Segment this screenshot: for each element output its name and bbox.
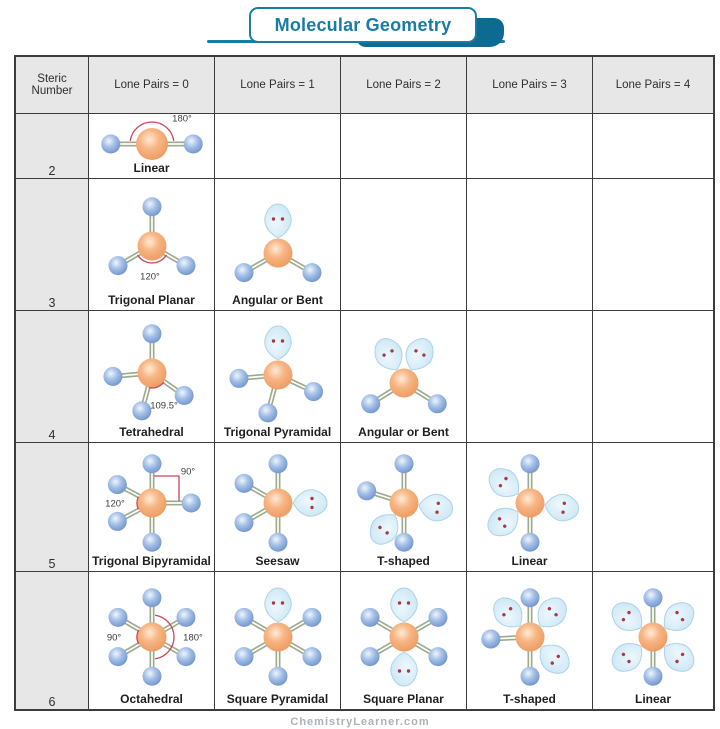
terminal-atom: [107, 511, 126, 530]
steric-number-cell: 5: [15, 442, 89, 571]
central-atom: [263, 238, 292, 267]
molecule-diagram: [218, 320, 338, 426]
header-steric-number: Steric Number: [15, 56, 89, 113]
terminal-atom: [268, 454, 287, 473]
central-atom: [639, 623, 668, 652]
geometry-cell: [467, 571, 593, 710]
geometry-label: Linear: [511, 553, 548, 568]
terminal-atom: [142, 588, 161, 607]
table-row: [15, 178, 714, 310]
lone-pair: [264, 204, 291, 238]
terminal-atom: [142, 667, 161, 686]
terminal-atom: [142, 532, 161, 551]
table-row: [15, 113, 714, 178]
molecule-diagram: [92, 581, 212, 693]
empty-cell: [593, 310, 715, 442]
terminal-atom: [229, 368, 248, 387]
terminal-atom: [302, 647, 321, 666]
geometry-label: T-shaped: [503, 692, 556, 706]
lone-pair: [543, 491, 580, 522]
central-atom: [263, 623, 292, 652]
geometry-table-body: [15, 113, 714, 710]
molecule-diagram: [218, 451, 338, 555]
empty-cell: [341, 178, 467, 310]
central-atom: [389, 623, 418, 652]
table-header: [15, 56, 714, 113]
angle-label: 90°: [106, 632, 121, 644]
terminal-atom: [394, 454, 413, 473]
geometry-label: Tetrahedral: [119, 424, 184, 439]
geometry-cell: [341, 571, 467, 710]
angle-label: 180°: [171, 113, 192, 125]
molecule-diagram: [218, 581, 338, 693]
terminal-atom: [103, 366, 122, 385]
terminal-atom: [520, 667, 539, 686]
central-atom: [137, 231, 166, 260]
geometry-cell: [215, 571, 341, 710]
lone-pair: [264, 326, 291, 360]
central-atom: [263, 360, 292, 389]
central-atom: [136, 128, 168, 160]
geometry-label: Angular or Bent: [232, 292, 323, 307]
geometry-cell: [89, 571, 215, 710]
terminal-atom: [108, 647, 127, 666]
steric-number-cell: 4: [15, 310, 89, 442]
geometry-cell: [89, 178, 215, 310]
terminal-atom: [357, 481, 376, 500]
molecule-diagram: [344, 581, 464, 693]
terminal-atom: [360, 647, 379, 666]
geometry-cell: [89, 113, 215, 178]
empty-cell: [593, 178, 715, 310]
central-atom: [137, 623, 166, 652]
geometry-cell: [467, 442, 593, 571]
central-atom: [137, 488, 166, 517]
terminal-atom: [304, 382, 323, 401]
molecule-diagram: [470, 451, 590, 555]
molecule-diagram: [344, 451, 464, 555]
terminal-atom: [268, 667, 287, 686]
geometry-label: Linear: [634, 692, 671, 706]
terminal-atom: [176, 647, 195, 666]
central-atom: [515, 488, 544, 517]
geometry-cell: [89, 310, 215, 442]
geometry-cell: [341, 310, 467, 442]
molecule-diagram: [218, 188, 338, 294]
header-lone-pairs-2: Lone Pairs = 2: [341, 56, 467, 113]
empty-cell: [593, 442, 715, 571]
empty-cell: [467, 113, 593, 178]
terminal-atom: [520, 454, 539, 473]
molecule-diagram: [593, 581, 713, 693]
terminal-atom: [176, 608, 195, 627]
terminal-atom: [108, 256, 127, 275]
angle-label: 120°: [104, 498, 125, 510]
header-lone-pairs-1: Lone Pairs = 1: [215, 56, 341, 113]
page-title: Molecular Geometry: [274, 14, 452, 35]
terminal-atom: [176, 256, 195, 275]
geometry-cell: [215, 310, 341, 442]
table-row: [15, 571, 714, 710]
terminal-atom: [101, 134, 120, 153]
empty-cell: [467, 178, 593, 310]
steric-number-cell: 6: [15, 571, 89, 710]
terminal-atom: [142, 454, 161, 473]
terminal-atom: [181, 493, 200, 512]
terminal-atom: [360, 608, 379, 627]
geometry-label: Square Pyramidal: [226, 692, 329, 706]
central-atom: [515, 623, 544, 652]
header-row: [15, 56, 714, 113]
terminal-atom: [183, 134, 202, 153]
terminal-atom: [644, 588, 663, 607]
geometry-label: Linear: [133, 160, 170, 175]
terminal-atom: [234, 608, 253, 627]
geometry-label: Seesaw: [255, 553, 300, 568]
central-atom: [137, 358, 166, 387]
central-atom: [389, 488, 418, 517]
lone-pair: [390, 652, 417, 686]
table-row: [15, 310, 714, 442]
central-atom: [263, 488, 292, 517]
empty-cell: [215, 113, 341, 178]
molecular-geometry-table: [14, 55, 715, 711]
terminal-atom: [427, 394, 446, 413]
terminal-atom: [481, 630, 500, 649]
header-lone-pairs-0: Lone Pairs = 0: [89, 56, 215, 113]
lone-pair: [264, 588, 291, 622]
lone-pair: [417, 491, 454, 522]
geometry-label: T-shaped: [377, 553, 430, 568]
molecule-diagram: [92, 188, 212, 294]
empty-cell: [593, 113, 715, 178]
geometry-label: Trigonal Bipyramidal: [92, 553, 211, 568]
molecule-diagram: [92, 114, 212, 162]
terminal-atom: [268, 532, 287, 551]
empty-cell: [341, 113, 467, 178]
table-row: [15, 442, 714, 571]
angle-label: 109.5°: [149, 400, 178, 412]
angle-label: 120°: [139, 271, 160, 283]
steric-number-cell: 2: [15, 113, 89, 178]
footer-text: ChemistryLearner.com: [290, 716, 430, 728]
angle-label: 90°: [180, 466, 195, 478]
empty-cell: [467, 310, 593, 442]
header-lone-pairs-4: Lone Pairs = 4: [593, 56, 715, 113]
terminal-atom: [142, 197, 161, 216]
terminal-atom: [428, 608, 447, 627]
angle-label: 180°: [182, 632, 203, 644]
terminal-atom: [107, 475, 126, 494]
terminal-atom: [234, 263, 253, 282]
molecule-diagram: [470, 581, 590, 693]
terminal-atom: [520, 532, 539, 551]
title-banner: [0, 0, 720, 55]
molecule-diagram: [344, 320, 464, 426]
molecule-diagram: [92, 320, 212, 426]
geometry-label: Trigonal Planar: [108, 292, 195, 307]
title-box: [249, 7, 477, 43]
steric-number-cell: 3: [15, 178, 89, 310]
geometry-cell: [215, 178, 341, 310]
terminal-atom: [394, 532, 413, 551]
terminal-atom: [302, 608, 321, 627]
geometry-label: Octahedral: [120, 692, 183, 706]
terminal-atom: [234, 513, 253, 532]
terminal-atom: [520, 588, 539, 607]
terminal-atom: [361, 394, 380, 413]
terminal-atom: [108, 608, 127, 627]
central-atom: [389, 368, 418, 397]
molecule-diagram: [92, 451, 212, 555]
geometry-label: Trigonal Pyramidal: [223, 424, 332, 439]
geometry-cell: [89, 442, 215, 571]
terminal-atom: [142, 324, 161, 343]
geometry-cell: [215, 442, 341, 571]
terminal-atom: [428, 647, 447, 666]
terminal-atom: [302, 263, 321, 282]
terminal-atom: [234, 473, 253, 492]
lone-pair: [390, 588, 417, 622]
header-lone-pairs-3: Lone Pairs = 3: [467, 56, 593, 113]
geometry-label: Square Planar: [363, 692, 444, 706]
geometry-label: Angular or Bent: [358, 424, 449, 439]
geometry-cell: [341, 442, 467, 571]
lone-pair: [293, 489, 327, 516]
terminal-atom: [644, 667, 663, 686]
terminal-atom: [258, 403, 277, 422]
terminal-atom: [234, 647, 253, 666]
geometry-cell: [593, 571, 715, 710]
terminal-atom: [132, 401, 151, 420]
